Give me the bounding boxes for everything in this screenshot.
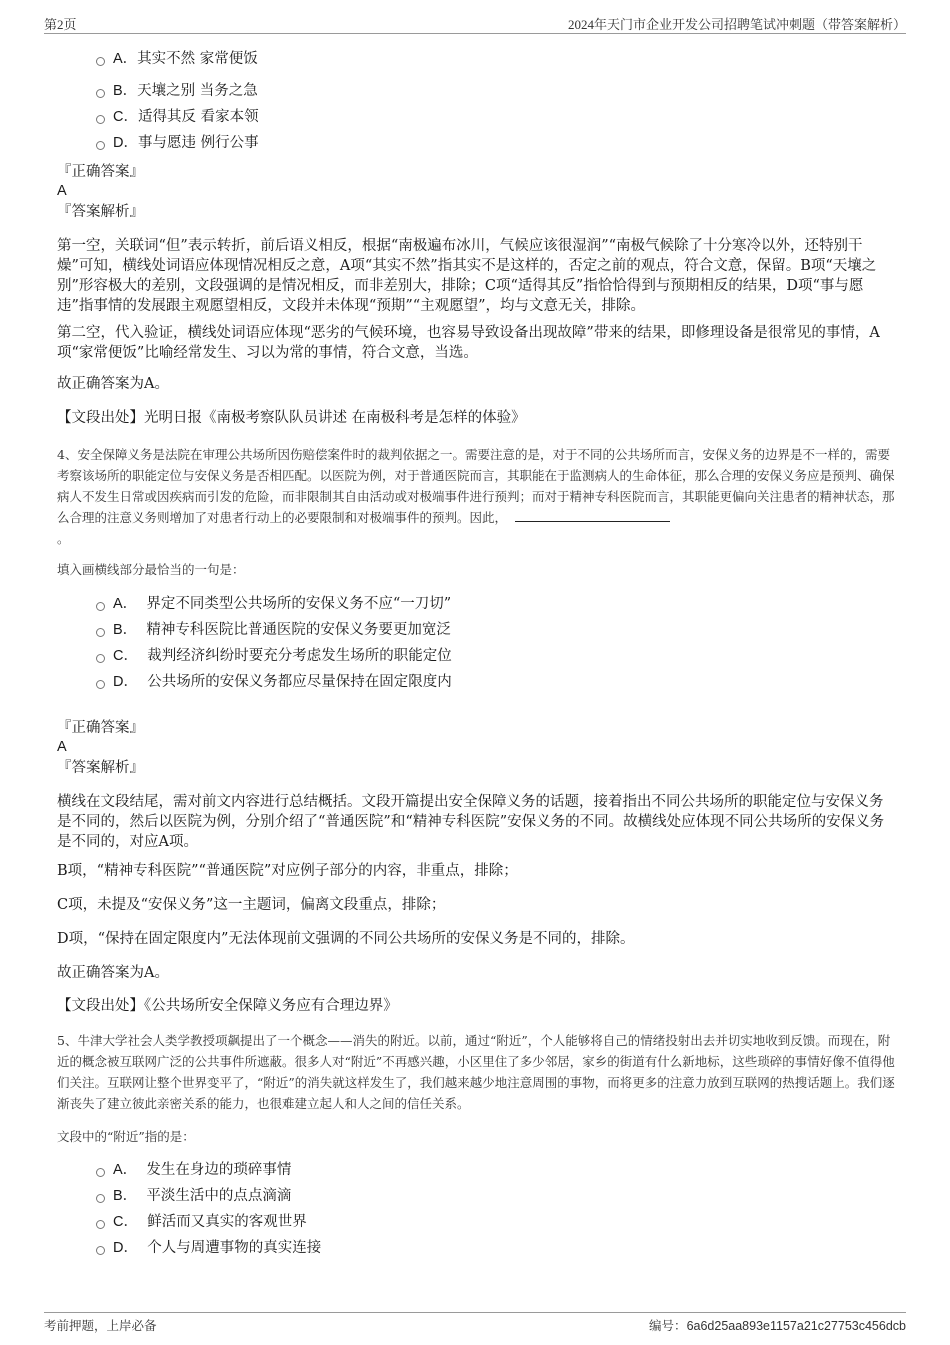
q5-option-d[interactable]: D． 个人与周遭事物的真实连接	[96, 1238, 321, 1258]
q4-analysis-1: 横线在文段结尾，需对前文内容进行总结概括。文段开篇提出安全保障义务的话题，接着指出不同公共场所的职能定位与安保义务是不同的，然后以医院为例，分别介绍了“普通医院”和“精神专科医院”安保义务的不同。故横线处应体现不同公共场所的安保义务是不同的，对应A项。	[57, 794, 885, 850]
radio-icon[interactable]	[96, 115, 105, 124]
document-code: 编号：6a6d25aa893e1157a21c27753c456dcb	[649, 1319, 906, 1333]
q3-option-a[interactable]: A．其实不然 家常便饭	[96, 49, 258, 69]
radio-icon[interactable]	[96, 680, 105, 689]
radio-icon[interactable]	[96, 89, 105, 98]
q3-option-d[interactable]: D．事与愿违 例行公事	[96, 133, 259, 153]
analysis-label: 『答案解析』	[57, 204, 144, 220]
answer-label: 『正确答案』	[57, 720, 144, 736]
q3-analysis-1: 第一空，关联词“但”表示转折，前后语义相反，根据“南极遍布冰川，气候应该很湿润”“南极气候除了十分寒冷以外，还特别干燥”可知，横线处词语应体现情况相反之意，A项“其实不然”指其实不是这样的，否定之前的观点，符合文意，保留。B项“天壤之别”形容极大的差别，文段强调的是情况相反，而非差别大，排除；C项“适得其反”指恰恰得到与预期相反的结果，D项“事与愿违”指事情的发展跟主观愿望相反，文段并未体现“预期”“主观愿望”，均与文意无关，排除。	[57, 238, 877, 314]
analysis-label: 『答案解析』	[57, 760, 144, 776]
radio-icon[interactable]	[96, 141, 105, 150]
radio-icon[interactable]	[96, 1194, 105, 1203]
q4-analysis-4: D项，“保持在固定限度内”无法体现前文强调的不同公共场所的安保义务是不同的，排除。	[57, 931, 635, 947]
q4-option-c[interactable]: C． 裁判经济纠纷时要充分考虑发生场所的职能定位	[96, 646, 452, 666]
fill-blank	[515, 510, 670, 522]
page-number: 第2页	[44, 17, 77, 32]
q4-analysis-2: B项，“精神专科医院”“普通医院”对应例子部分的内容，非重点，排除；	[57, 863, 518, 879]
q4-prompt: 填入画横线部分最恰当的一句是：	[57, 562, 245, 577]
radio-icon[interactable]	[96, 57, 105, 66]
q4-source: 【文段出处】《公共场所安全保障义务应有合理边界》	[57, 998, 398, 1014]
q4-option-a[interactable]: A． 界定不同类型公共场所的安保义务不应“一刀切”	[96, 594, 451, 614]
q3-source: 【文段出处】光明日报《南极考察队队员讲述 在南极科考是怎样的体验》	[57, 410, 526, 426]
radio-icon[interactable]	[96, 602, 105, 611]
q3-analysis-2: 第二空，代入验证，横线处词语应体现“恶劣的气候环境，也容易导致设备出现故障”带来的结果，即修理设备是很常见的事情，A项“家常便饭”比喻经常发生、习以为常的事情，符合文意，当选。	[57, 325, 880, 361]
radio-icon[interactable]	[96, 1246, 105, 1255]
footer-slogan: 考前押题，上岸必备	[44, 1318, 157, 1333]
q4-analysis-3: C项，未提及“安保义务”这一主题词，偏离文段重点，排除；	[57, 897, 446, 913]
q5-option-a[interactable]: A． 发生在身边的琐碎事情	[96, 1160, 291, 1180]
document-title: 2024年天门市企业开发公司招聘笔试冲刺题（带答案解析）	[567, 17, 906, 32]
q5-prompt: 文段中的“附近”指的是：	[57, 1129, 195, 1144]
q5-question-text: 5、牛津大学社会人类学教授项飙提出了一个概念——消失的附近。以前，通过“附近”，个人能够将自己的情绪投射出去并切实地收到反馈。而现在，附近的概念被互联网广泛的公共事件所遮蔽。很多人对“附近”不再感兴趣，小区里住了多少邻居，家乡的街道有什么新地标，这些琐碎的事情好像不值得他们关注。互联网让整个世界变平了，“附近”的消失就这样发生了，我们越来越少地注意周围的事物，而将更多的注意力放到互联网的热搜话题上。我们逐渐丧失了建立彼此亲密关系的能力，也很难建立起人和人之间的信任关系。	[57, 1033, 895, 1111]
page-header	[44, 12, 906, 34]
radio-icon[interactable]	[96, 628, 105, 637]
answer-label: 『正确答案』	[57, 164, 144, 180]
q3-option-c[interactable]: C．适得其反 看家本领	[96, 107, 259, 127]
q3-option-b[interactable]: B．天壤之别 当务之急	[96, 81, 258, 101]
page-footer	[44, 1312, 906, 1334]
q5-option-c[interactable]: C． 鲜活而又真实的客观世界	[96, 1212, 307, 1232]
radio-icon[interactable]	[96, 654, 105, 663]
q4-analysis-5: 故正确答案为A。	[57, 965, 169, 981]
radio-icon[interactable]	[96, 1220, 105, 1229]
radio-icon[interactable]	[96, 1168, 105, 1177]
q3-analysis-3: 故正确答案为A。	[57, 376, 169, 392]
q4-question-text: 4、安全保障义务是法院在审理公共场所因伤赔偿案件时的裁判依据之一。需要注意的是，对于不同的公共场所而言，安保义务的边界是不一样的，需要考察该场所的职能定位与安保义务是否相匹配。以医院为例，对于普通医院而言，其职能在于监测病人的生命体征，那么合理的安保义务应是预判、确保病人不发生日常或因疾病而引发的危险，而非限制其自由活动或对极端事件进行预判；而对于精神专科医院而言，其职能更偏向关注患者的精神状态，那么合理的注意义务则增加了对患者行动上的必要限制和对极端事件的预判。因此， 。	[57, 447, 895, 546]
q4-option-b[interactable]: B． 精神专科医院比普通医院的安保义务要更加宽泛	[96, 620, 451, 640]
q4-option-d[interactable]: D． 公共场所的安保义务都应尽量保持在固定限度内	[96, 672, 452, 692]
q5-option-b[interactable]: B． 平淡生活中的点点滴滴	[96, 1186, 291, 1206]
answer-value: A	[57, 739, 67, 755]
answer-value: A	[57, 183, 67, 199]
